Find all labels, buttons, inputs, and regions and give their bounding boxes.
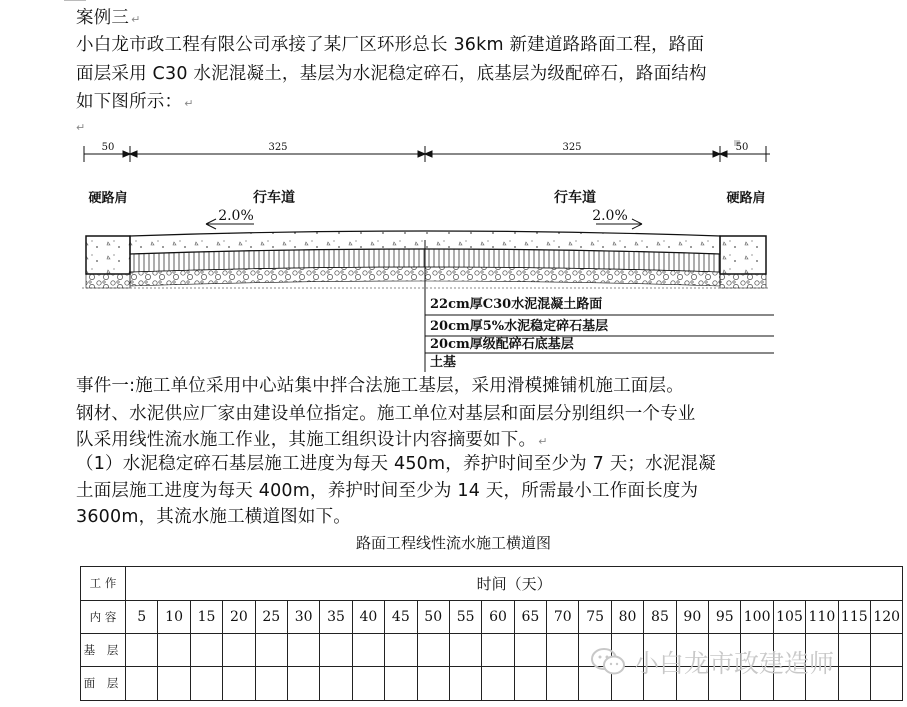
day-cell: 10: [158, 601, 190, 634]
event-line-1: 事件一:施工单位采用中心站集中拌合法施工基层，采用滑模摊铺机施工面层。: [76, 376, 684, 396]
event-line-4: （1）水泥稳定碎石基层施工进度为每天 450m，养护时间至少为 7 天；水泥混凝: [76, 454, 716, 474]
layer-label-2: 20cm厚5%水泥稳定碎石基层: [430, 319, 609, 334]
layer-label-3: 20cm厚级配碎石底基层: [430, 337, 574, 352]
day-cell: 55: [449, 601, 481, 634]
shoulder-left-label: 硬路肩: [88, 191, 128, 206]
day-cell: 50: [417, 601, 449, 634]
table-days-row: [81, 601, 903, 634]
day-cell: 30: [287, 601, 319, 634]
day-cell: 75: [579, 601, 611, 634]
slope-left-label: 2.0%: [218, 208, 254, 224]
day-cell: 20: [223, 601, 255, 634]
dim-left-label: 50: [101, 142, 115, 153]
header-time: 时间（天）: [126, 567, 903, 601]
road-cross-section-figure: [82, 140, 774, 372]
slope-arrows: [206, 219, 642, 229]
day-cell: 45: [385, 601, 417, 634]
day-cell: 85: [644, 601, 676, 634]
watermark-text: 小白龙市政建造师: [634, 649, 835, 678]
day-cell: 80: [611, 601, 643, 634]
day-cell: 110: [806, 601, 838, 634]
day-cell: 70: [547, 601, 579, 634]
page-corner-mark: [64, 0, 86, 2]
paragraph-mark: ↵: [76, 121, 86, 134]
day-cell: 40: [352, 601, 384, 634]
day-cell: 120: [870, 601, 902, 634]
lane-right-label: 行车道: [554, 190, 596, 206]
header-work-top: 工 作: [81, 567, 126, 601]
row-label-base: 基 层: [81, 634, 126, 667]
watermark: [590, 642, 834, 682]
header-work-bottom: 内 容: [81, 601, 126, 634]
row-label-surface: 面 层: [81, 667, 126, 701]
table-header-row: [81, 567, 903, 601]
slope-right-label: 2.0%: [592, 208, 628, 224]
lane-left-label: 行车道: [253, 190, 295, 206]
day-cell: 5: [126, 601, 158, 634]
dim-right-label: 50: [735, 142, 749, 153]
pavement-structure: [82, 231, 770, 288]
layer-label-4: 土基: [430, 355, 457, 370]
day-cell: 25: [255, 601, 287, 634]
dimension-line: [84, 140, 770, 162]
day-cell: 15: [190, 601, 222, 634]
day-cell: 100: [741, 601, 773, 634]
intro-line-1: 小白龙市政工程有限公司承接了某厂区环形总长 36km 新建道路路面工程，路面: [76, 35, 705, 55]
event-line-3: 队采用线性流水施工作业，其施工组织设计内容摘要如下。 ↵: [76, 430, 548, 450]
layer-label-1: 22cm厚C30水泥混凝土路面: [430, 297, 603, 312]
event-line-5: 土面层施工进度为每天 400m，养护时间至少为 14 天，所需最小工作面长度为: [76, 481, 699, 501]
table-title: 路面工程线性流水施工横道图: [355, 534, 551, 552]
intro-line-2: 面层采用 C30 水泥混凝土，基层为水泥稳定碎石，底基层为级配碎石，路面结构: [76, 64, 707, 84]
day-cell: 60: [482, 601, 514, 634]
day-cell: 105: [773, 601, 805, 634]
event-line-2: 钢材、水泥供应厂家由建设单位指定。施工单位对基层和面层分别组织一个专业: [76, 404, 696, 424]
wechat-icon: [590, 647, 626, 677]
dim-mid-right-label: 325: [562, 142, 582, 153]
dim-mid-left-label: 325: [268, 142, 288, 153]
day-cell: 90: [676, 601, 708, 634]
day-cell: 95: [709, 601, 741, 634]
day-cell: 35: [320, 601, 352, 634]
intro-line-3: 如下图所示： ↵: [76, 92, 194, 112]
shoulder-right-label: 硬路肩: [726, 191, 766, 206]
day-cell: 115: [838, 601, 870, 634]
case-heading: 案例三 ↵: [76, 8, 141, 28]
event-line-6: 3600m，其流水施工横道图如下。: [76, 507, 351, 527]
day-cell: 65: [514, 601, 546, 634]
